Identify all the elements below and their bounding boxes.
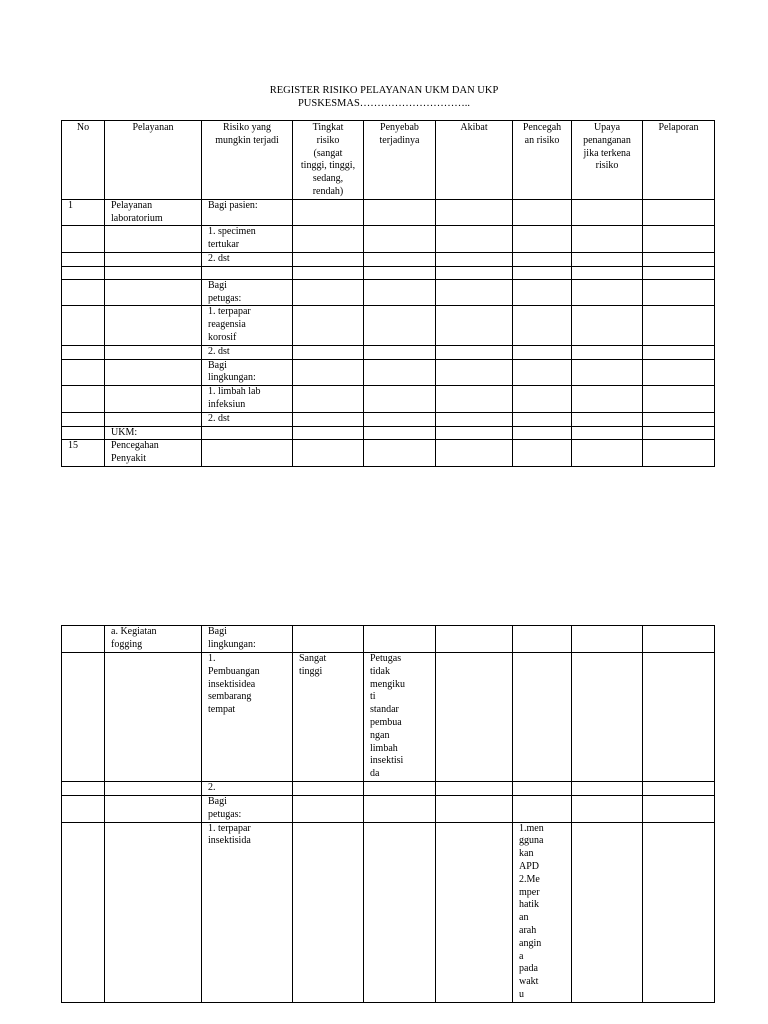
table-cell-pelayanan: UKM:	[105, 426, 202, 440]
table-cell-risiko: 2.	[202, 781, 293, 795]
table-cell-pencegahan	[513, 306, 572, 345]
table-cell-akibat	[436, 781, 513, 795]
table-cell-pencegahan	[513, 653, 572, 782]
table-cell-tingkat-risiko: Sangat tinggi	[293, 653, 364, 782]
table-cell-pelaporan	[643, 199, 715, 226]
table-cell-risiko: Bagi lingkungan:	[202, 626, 293, 653]
table-cell-pelayanan	[105, 359, 202, 386]
table-cell-pencegahan	[513, 440, 572, 467]
table-cell-akibat	[436, 226, 513, 253]
table-cell-risiko: 1. limbah lab infeksiun	[202, 386, 293, 413]
table-cell-tingkat-risiko	[293, 795, 364, 822]
table-row	[62, 199, 715, 226]
table-cell-penyebab	[364, 795, 436, 822]
table-cell-pelayanan	[105, 266, 202, 279]
table-cell-pencegahan	[513, 386, 572, 413]
column-header-akibat: Akibat	[436, 121, 513, 200]
table-row	[62, 653, 715, 782]
table-cell-penyebab	[364, 626, 436, 653]
table-cell-penyebab	[364, 199, 436, 226]
table-cell-akibat	[436, 822, 513, 1002]
table-row	[62, 440, 715, 467]
table-cell-no	[62, 426, 105, 440]
table-cell-penyebab	[364, 359, 436, 386]
table-cell-risiko: Bagi lingkungan:	[202, 359, 293, 386]
table-cell-akibat	[436, 199, 513, 226]
table-cell-pencegahan	[513, 359, 572, 386]
table-cell-upaya	[572, 386, 643, 413]
table-cell-upaya	[572, 252, 643, 266]
table-cell-upaya	[572, 359, 643, 386]
table-cell-pelayanan	[105, 822, 202, 1002]
document-title: REGISTER RISIKO PELAYANAN UKM DAN UKP	[269, 85, 499, 96]
table-cell-tingkat-risiko	[293, 440, 364, 467]
table-cell-pelaporan	[643, 306, 715, 345]
table-cell-risiko: Bagi pasien:	[202, 199, 293, 226]
table-cell-tingkat-risiko	[293, 279, 364, 306]
table-row	[62, 795, 715, 822]
table-row	[62, 266, 715, 279]
table-cell-pelaporan	[643, 440, 715, 467]
table-cell-risiko: 2. dst	[202, 252, 293, 266]
table-cell-tingkat-risiko	[293, 306, 364, 345]
table-cell-pelaporan	[643, 359, 715, 386]
table-cell-tingkat-risiko	[293, 359, 364, 386]
table-cell-pencegahan	[513, 252, 572, 266]
table-cell-pelaporan	[643, 822, 715, 1002]
table-cell-risiko: 1. Pembuangan insektisidea sembarang tempat	[202, 653, 293, 782]
table-cell-pelaporan	[643, 781, 715, 795]
table-cell-akibat	[436, 412, 513, 426]
table-cell-no: 1	[62, 199, 105, 226]
table-cell-risiko	[202, 266, 293, 279]
table-cell-upaya	[572, 653, 643, 782]
table-cell-akibat	[436, 279, 513, 306]
table-cell-risiko: 1. specimen tertukar	[202, 226, 293, 253]
table-cell-upaya	[572, 266, 643, 279]
table-cell-no	[62, 626, 105, 653]
table-cell-pencegahan	[513, 345, 572, 359]
table-cell-pelaporan	[643, 386, 715, 413]
table-cell-pelaporan	[643, 266, 715, 279]
table-header-row	[62, 121, 715, 200]
table-cell-no	[62, 412, 105, 426]
table-row	[62, 822, 715, 1002]
table-cell-no	[62, 822, 105, 1002]
table-cell-penyebab	[364, 266, 436, 279]
table-cell-pencegahan	[513, 412, 572, 426]
table-cell-pelayanan	[105, 795, 202, 822]
table-cell-no	[62, 252, 105, 266]
document-subtitle: PUSKESMAS…………………………..	[297, 98, 471, 109]
table-row	[62, 226, 715, 253]
table-row	[62, 781, 715, 795]
table-cell-risiko: Bagi petugas:	[202, 795, 293, 822]
table-cell-pelayanan: Pelayanan laboratorium	[105, 199, 202, 226]
table-cell-pencegahan	[513, 266, 572, 279]
table-cell-penyebab	[364, 306, 436, 345]
table-cell-pelaporan	[643, 626, 715, 653]
table-cell-pelayanan	[105, 781, 202, 795]
table-cell-upaya	[572, 426, 643, 440]
table-cell-risiko	[202, 440, 293, 467]
table-cell-penyebab	[364, 822, 436, 1002]
table-cell-penyebab: Petugas tidak mengiku ti standar pembua ngan limbah insektisi da	[364, 653, 436, 782]
table-cell-no	[62, 345, 105, 359]
table-cell-risiko: 1. terpapar reagensia korosif	[202, 306, 293, 345]
table-cell-pelayanan	[105, 279, 202, 306]
table-cell-tingkat-risiko	[293, 386, 364, 413]
table-cell-tingkat-risiko	[293, 412, 364, 426]
table-cell-no	[62, 306, 105, 345]
table-cell-tingkat-risiko	[293, 822, 364, 1002]
table-cell-tingkat-risiko	[293, 781, 364, 795]
table-cell-tingkat-risiko	[293, 626, 364, 653]
table-cell-penyebab	[364, 252, 436, 266]
table-cell-upaya	[572, 795, 643, 822]
table-cell-tingkat-risiko	[293, 199, 364, 226]
table-row	[62, 306, 715, 345]
table-cell-akibat	[436, 252, 513, 266]
table-cell-upaya	[572, 412, 643, 426]
table-cell-pencegahan: 1.men gguna kan APD 2.Me mper hatik an arah angin a pada wakt u	[513, 822, 572, 1002]
table-cell-penyebab	[364, 440, 436, 467]
table-cell-pencegahan	[513, 199, 572, 226]
table-cell-akibat	[436, 653, 513, 782]
table-row	[62, 626, 715, 653]
table-cell-akibat	[436, 266, 513, 279]
column-header-upaya: Upaya penanganan jika terkena risiko	[572, 121, 643, 200]
table-cell-pelayanan	[105, 252, 202, 266]
table-cell-pelayanan	[105, 386, 202, 413]
table-cell-upaya	[572, 822, 643, 1002]
table-cell-pencegahan	[513, 279, 572, 306]
table-cell-no: 15	[62, 440, 105, 467]
table-cell-pencegahan	[513, 426, 572, 440]
table-cell-no	[62, 359, 105, 386]
table-cell-pencegahan	[513, 781, 572, 795]
column-header-pelayanan: Pelayanan	[105, 121, 202, 200]
column-header-penyebab: Penyebab terjadinya	[364, 121, 436, 200]
table-cell-pelaporan	[643, 252, 715, 266]
table-cell-no	[62, 653, 105, 782]
table-cell-pelaporan	[643, 226, 715, 253]
table-cell-no	[62, 266, 105, 279]
table-cell-no	[62, 795, 105, 822]
table-cell-pencegahan	[513, 795, 572, 822]
table-cell-penyebab	[364, 781, 436, 795]
table-cell-pencegahan	[513, 626, 572, 653]
table-cell-risiko: 2. dst	[202, 345, 293, 359]
table-row	[62, 359, 715, 386]
table-row	[62, 252, 715, 266]
table-cell-pencegahan	[513, 226, 572, 253]
table-cell-pelaporan	[643, 412, 715, 426]
table-cell-no	[62, 386, 105, 413]
table-cell-pelayanan	[105, 226, 202, 253]
column-header-pelaporan: Pelaporan	[643, 121, 715, 200]
table-cell-pelaporan	[643, 653, 715, 782]
table-cell-penyebab	[364, 279, 436, 306]
table-cell-pelaporan	[643, 345, 715, 359]
table-cell-pelayanan	[105, 345, 202, 359]
table-cell-akibat	[436, 626, 513, 653]
table-cell-upaya	[572, 226, 643, 253]
table-row	[62, 386, 715, 413]
table-cell-risiko: Bagi petugas:	[202, 279, 293, 306]
table-cell-pelayanan: a. Kegiatan fogging	[105, 626, 202, 653]
table-row	[62, 426, 715, 440]
table-cell-tingkat-risiko	[293, 345, 364, 359]
table-cell-penyebab	[364, 226, 436, 253]
table-cell-no	[62, 279, 105, 306]
column-header-no: No	[62, 121, 105, 200]
table-cell-tingkat-risiko	[293, 226, 364, 253]
table-cell-akibat	[436, 359, 513, 386]
table-cell-pelayanan	[105, 306, 202, 345]
table-cell-akibat	[436, 795, 513, 822]
table-row	[62, 279, 715, 306]
risk-register-table-continued	[61, 625, 715, 1003]
table-cell-pelaporan	[643, 279, 715, 306]
table-cell-pelayanan	[105, 412, 202, 426]
risk-register-table	[61, 120, 715, 467]
table-cell-upaya	[572, 306, 643, 345]
column-header-risiko: Risiko yang mungkin terjadi	[202, 121, 293, 200]
table-cell-upaya	[572, 781, 643, 795]
table-cell-akibat	[436, 440, 513, 467]
table-cell-tingkat-risiko	[293, 266, 364, 279]
table-cell-pelaporan	[643, 795, 715, 822]
table-cell-penyebab	[364, 412, 436, 426]
column-header-tingkat-risiko: Tingkat risiko (sangat tinggi, tinggi, sedang, rendah)	[293, 121, 364, 200]
table-cell-akibat	[436, 306, 513, 345]
table-cell-no	[62, 226, 105, 253]
table-cell-penyebab	[364, 386, 436, 413]
table-row	[62, 345, 715, 359]
table-cell-akibat	[436, 386, 513, 413]
table-cell-akibat	[436, 345, 513, 359]
table-cell-pelaporan	[643, 426, 715, 440]
table-cell-upaya	[572, 440, 643, 467]
table-cell-upaya	[572, 626, 643, 653]
table-cell-upaya	[572, 279, 643, 306]
table-cell-no	[62, 781, 105, 795]
table-cell-tingkat-risiko	[293, 426, 364, 440]
table-cell-penyebab	[364, 345, 436, 359]
table-cell-upaya	[572, 199, 643, 226]
table-cell-upaya	[572, 345, 643, 359]
table-row	[62, 412, 715, 426]
table-cell-risiko: 1. terpapar insektisida	[202, 822, 293, 1002]
table-cell-pelayanan	[105, 653, 202, 782]
table-cell-akibat	[436, 426, 513, 440]
table-cell-risiko	[202, 426, 293, 440]
table-cell-risiko: 2. dst	[202, 412, 293, 426]
table-cell-penyebab	[364, 426, 436, 440]
column-header-pencegahan: Pencegah an risiko	[513, 121, 572, 200]
table-cell-tingkat-risiko	[293, 252, 364, 266]
table-cell-pelayanan: Pencegahan Penyakit	[105, 440, 202, 467]
